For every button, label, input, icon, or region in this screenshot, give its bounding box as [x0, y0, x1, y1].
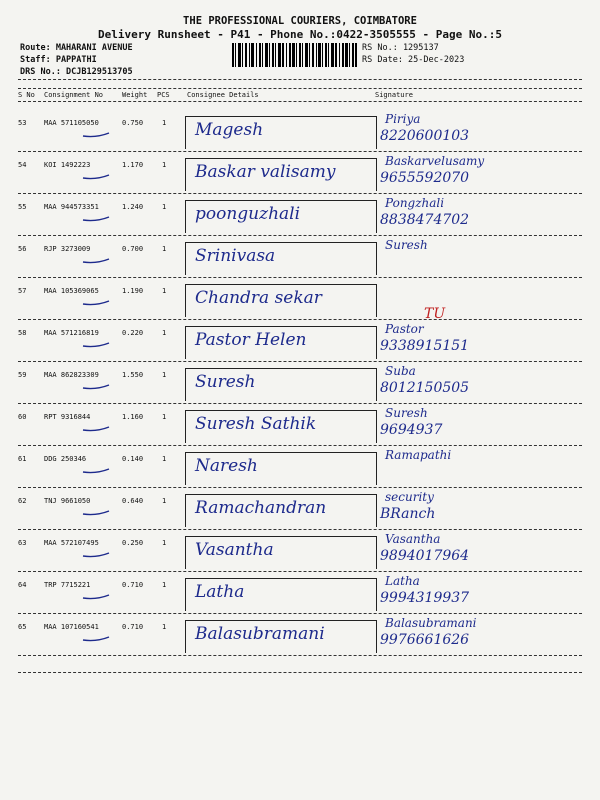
row-pcs: 1: [162, 203, 167, 211]
consignee-name: Magesh: [195, 120, 264, 140]
consignee-name: Vasantha: [195, 540, 274, 560]
row-sno: 62: [18, 497, 27, 505]
handwritten-mark-icon: [82, 468, 110, 474]
runsheet-title: Delivery Runsheet - P41 - Phone No.:0422-3505555 - Page No.:5: [98, 28, 502, 41]
table-row: [0, 614, 600, 656]
signature-phone: 8012150505: [380, 380, 470, 396]
signature-phone: 9994319937: [380, 590, 470, 606]
consignee-name: Latha: [195, 582, 245, 602]
row-sno: 61: [18, 455, 27, 463]
signature-text: Pongzhali: [385, 196, 445, 210]
drs-label: DRS No.: DCJB129513705: [20, 67, 133, 77]
row-pcs: 1: [162, 581, 167, 589]
table-row: [0, 194, 600, 236]
table-row: [0, 110, 600, 152]
signature-text: Pastor: [385, 322, 424, 336]
consignee-name: Naresh: [195, 456, 258, 476]
row-weight: 0.710: [122, 581, 144, 589]
row-consignment: MAA 571216819: [44, 329, 99, 337]
rs-number: RS No.: 1295137: [362, 43, 439, 53]
company-title: THE PROFESSIONAL COURIERS, COIMBATORE: [183, 15, 417, 27]
row-weight: 1.550: [122, 371, 144, 379]
row-weight: 0.250: [122, 539, 144, 547]
row-consignment: MAA 105369065: [44, 287, 99, 295]
row-consignment: DDG 250346: [44, 455, 87, 463]
signature-text: Ramapathi: [385, 448, 452, 462]
row-pcs: 1: [162, 371, 167, 379]
header-divider: [18, 79, 582, 80]
row-pcs: 1: [162, 455, 167, 463]
table-row: [0, 320, 600, 362]
row-weight: 1.190: [122, 287, 144, 295]
signature-phone: 9976661626: [380, 632, 470, 648]
row-sno: 53: [18, 119, 27, 127]
table-row: [0, 488, 600, 530]
row-pcs: 1: [162, 623, 167, 631]
consignee-name: Baskar valisamy: [195, 162, 336, 182]
col-consignment: Consignment No: [44, 91, 104, 99]
signature-text: Latha: [385, 574, 420, 588]
row-consignment: TNJ 9661050: [44, 497, 91, 505]
table-row: [0, 152, 600, 194]
signature-text: Balasubramani: [385, 616, 477, 630]
signature-phone: 9694937: [380, 422, 443, 438]
table-row: [0, 236, 600, 278]
row-weight: 1.170: [122, 161, 144, 169]
barcode-image: [232, 43, 357, 67]
row-weight: 1.240: [122, 203, 144, 211]
row-weight: 0.640: [122, 497, 144, 505]
handwritten-mark-icon: [82, 132, 110, 138]
handwritten-mark-icon: [82, 552, 110, 558]
row-sno: 55: [18, 203, 27, 211]
row-sno: 65: [18, 623, 27, 631]
signature-phone: 8838474702: [380, 212, 470, 228]
consignee-name: Suresh Sathik: [195, 414, 317, 434]
consignee-name: poonguzhali: [195, 204, 301, 224]
row-consignment: RPT 9316844: [44, 413, 91, 421]
row-sno: 54: [18, 161, 27, 169]
handwritten-mark-icon: [82, 174, 110, 180]
consignee-name: Balasubramani: [195, 624, 325, 644]
col-sno: S No: [18, 91, 35, 99]
row-pcs: 1: [162, 497, 167, 505]
signature-text: Baskarvelusamy: [385, 154, 485, 168]
row-weight: 0.750: [122, 119, 144, 127]
row-consignment: MAA 862823309: [44, 371, 99, 379]
table-row: [0, 572, 600, 614]
row-sno: 64: [18, 581, 27, 589]
red-tick-mark: TU: [424, 306, 446, 322]
rs-date: RS Date: 25-Dec-2023: [362, 55, 465, 65]
handwritten-mark-icon: [82, 426, 110, 432]
row-pcs: 1: [162, 539, 167, 547]
handwritten-mark-icon: [82, 636, 110, 642]
col-consignee: Consignee Details: [187, 91, 259, 99]
row-consignment: TRP 7715221: [44, 581, 91, 589]
row-sno: 63: [18, 539, 27, 547]
consignee-name: Chandra sekar: [195, 288, 322, 308]
row-weight: 0.700: [122, 245, 144, 253]
handwritten-mark-icon: [82, 258, 110, 264]
row-consignment: MAA 107160541: [44, 623, 99, 631]
table-row: [0, 404, 600, 446]
staff-label: Staff: PAPPATHI: [20, 55, 97, 65]
footer-divider: [18, 672, 582, 673]
signature-text: Vasantha: [385, 532, 441, 546]
table-row: [0, 362, 600, 404]
signature-text: Piriya: [385, 112, 421, 126]
handwritten-mark-icon: [82, 594, 110, 600]
header-divider: [18, 88, 582, 89]
column-divider: [18, 101, 582, 102]
table-row: [0, 530, 600, 572]
handwritten-mark-icon: [82, 510, 110, 516]
row-divider: [18, 655, 582, 656]
col-signature: Signature: [375, 91, 413, 99]
signature-phone: 9894017964: [380, 548, 470, 564]
row-consignment: MAA 571105050: [44, 119, 99, 127]
row-consignment: RJP 3273009: [44, 245, 91, 253]
signature-text: security: [385, 490, 434, 504]
route-label: Route: MAHARANI AVENUE: [20, 43, 133, 53]
row-sno: 57: [18, 287, 27, 295]
row-pcs: 1: [162, 245, 167, 253]
row-sno: 58: [18, 329, 27, 337]
consignee-name: Srinivasa: [195, 246, 276, 266]
row-consignment: MAA 944573351: [44, 203, 99, 211]
row-pcs: 1: [162, 329, 167, 337]
handwritten-mark-icon: [82, 342, 110, 348]
signature-text: Suba: [385, 364, 416, 378]
col-pcs: PCS: [157, 91, 170, 99]
row-weight: 0.140: [122, 455, 144, 463]
handwritten-mark-icon: [82, 216, 110, 222]
row-pcs: 1: [162, 161, 167, 169]
handwritten-mark-icon: [82, 300, 110, 306]
signature-text: Suresh: [385, 406, 428, 420]
signature-phone: 9338915151: [380, 338, 470, 354]
col-weight: Weight: [122, 91, 148, 99]
consignee-name: Suresh: [195, 372, 256, 392]
row-sno: 59: [18, 371, 27, 379]
row-pcs: 1: [162, 119, 167, 127]
row-weight: 0.220: [122, 329, 144, 337]
signature-phone: BRanch: [380, 506, 436, 522]
row-sno: 60: [18, 413, 27, 421]
table-row: [0, 278, 600, 320]
consignee-name: Pastor Helen: [195, 330, 307, 350]
row-weight: 0.710: [122, 623, 144, 631]
signature-phone: 8220600103: [380, 128, 470, 144]
row-pcs: 1: [162, 287, 167, 295]
consignee-name: Ramachandran: [195, 498, 327, 518]
handwritten-mark-icon: [82, 384, 110, 390]
row-weight: 1.160: [122, 413, 144, 421]
row-consignment: KOI 1492223: [44, 161, 91, 169]
row-sno: 56: [18, 245, 27, 253]
row-consignment: MAA 572107495: [44, 539, 99, 547]
table-row: [0, 446, 600, 488]
signature-phone: 9655592070: [380, 170, 470, 186]
signature-text: Suresh: [385, 238, 428, 252]
row-pcs: 1: [162, 413, 167, 421]
